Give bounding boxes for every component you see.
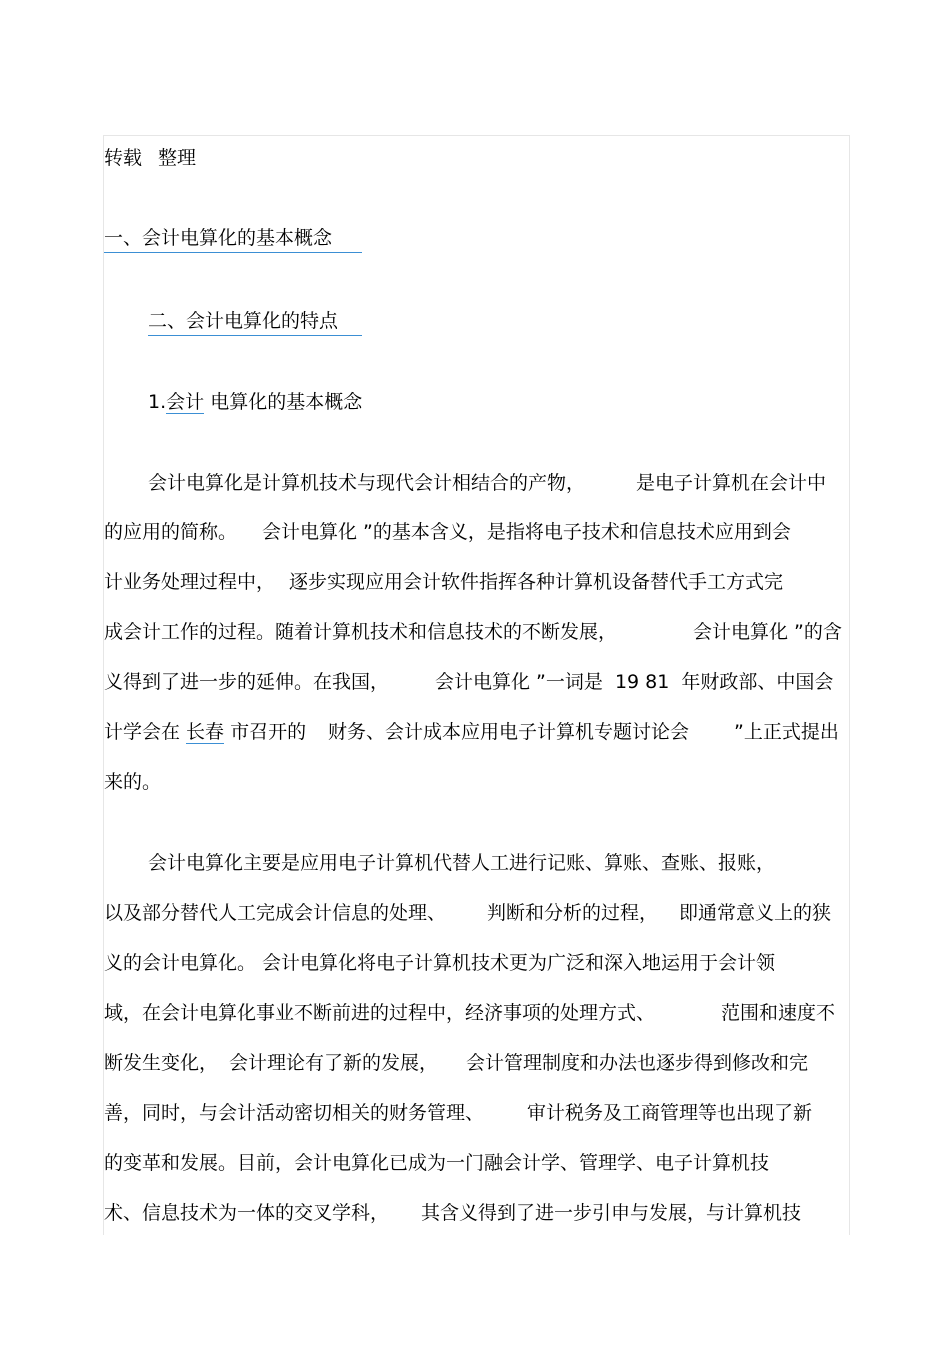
para1-line2b: 会计电算化 ”的基本含义，是指将电子技术和信息技术应用到会 xyxy=(262,521,791,543)
para2-line5a: 断发生变化， xyxy=(104,1052,219,1074)
para1-line3b: 逐步实现应用会计软件指挥各种计算机设备替代手工方式完 xyxy=(289,571,784,593)
para2-line5b: 会计理论有了新的发展， xyxy=(229,1052,439,1074)
para2-line5c: 会计管理制度和办法也逐步得到修改和完 xyxy=(466,1052,809,1074)
para2-line4a: 域，在会计电算化事业不断前进的过程中，经济事项的处理方式、 xyxy=(104,1002,656,1024)
link-changchun[interactable]: 长春 xyxy=(186,721,225,743)
para2-line3: 义的会计电算化。 会计电算化将电子计算机技术更为广泛和深入地运用于会计领 xyxy=(104,952,776,974)
header-repost: 转载 xyxy=(104,147,143,169)
para1-line4a: 成会计工作的过程。随着计算机技术和信息技术的不断发展， xyxy=(104,621,618,643)
para2-line6b: 审计税务及工商管理等也出现了新 xyxy=(527,1102,813,1124)
para1-line6a: 计学会在 xyxy=(104,721,187,743)
para1-line4b: 会计电算化 ”的含 xyxy=(693,621,842,643)
para2-line6a: 善，同时，与会计活动密切相关的财务管理、 xyxy=(104,1102,485,1124)
header-organize: 整理 xyxy=(158,147,197,169)
para2-line8b: 其含义得到了进一步引申与发展，与计算机技 xyxy=(421,1202,802,1224)
para1-line5a: 义得到了进一步的延伸。在我国， xyxy=(104,671,390,693)
para1-line5b: 会计电算化 ”一词是 19 81 年财政部、中国会 xyxy=(435,671,834,693)
section-title-link[interactable]: 会计 xyxy=(166,391,205,413)
para1-line6 xyxy=(104,720,306,744)
para1-line6d: ”上正式提出 xyxy=(734,721,839,743)
para2-line2b: 判断和分析的过程， xyxy=(487,902,659,924)
para2-line1: 会计电算化主要是应用电子计算机代替人工进行记账、算账、查账、报账， xyxy=(148,852,776,874)
para2-line2c: 即通常意义上的狭 xyxy=(679,902,832,924)
para1-line6c: 财务、会计成本应用电子计算机专题讨论会 xyxy=(328,721,690,743)
para2-line4b: 范围和速度不 xyxy=(721,1002,836,1024)
section-title xyxy=(148,390,362,414)
para1-line1b: 是电子计算机在会计中 xyxy=(636,472,827,494)
para1-line3a: 计业务处理过程中， xyxy=(104,571,276,593)
para2-line7: 的变革和发展。目前，会计电算化已成为一门融会计学、管理学、电子计算机技 xyxy=(104,1152,770,1174)
para1-line1a: 会计电算化是计算机技术与现代会计相结合的产物， xyxy=(148,472,586,494)
section-number: 1. xyxy=(148,391,167,413)
para2-line2a: 以及部分替代人工完成会计信息的处理、 xyxy=(104,902,447,924)
toc-link-basic-concept[interactable]: 一、会计电算化的基本概念 xyxy=(104,226,362,253)
para1-line2a: 的应用的简称。 xyxy=(104,521,238,543)
para2-line8a: 术、信息技术为一体的交叉学科， xyxy=(104,1202,390,1224)
para1-line7: 来的。 xyxy=(104,771,162,793)
toc-link-features[interactable]: 二、会计电算化的特点 xyxy=(148,309,362,336)
section-title-rest: 电算化的基本概念 xyxy=(204,391,363,413)
para1-line6b: 市召开的 xyxy=(224,721,307,743)
